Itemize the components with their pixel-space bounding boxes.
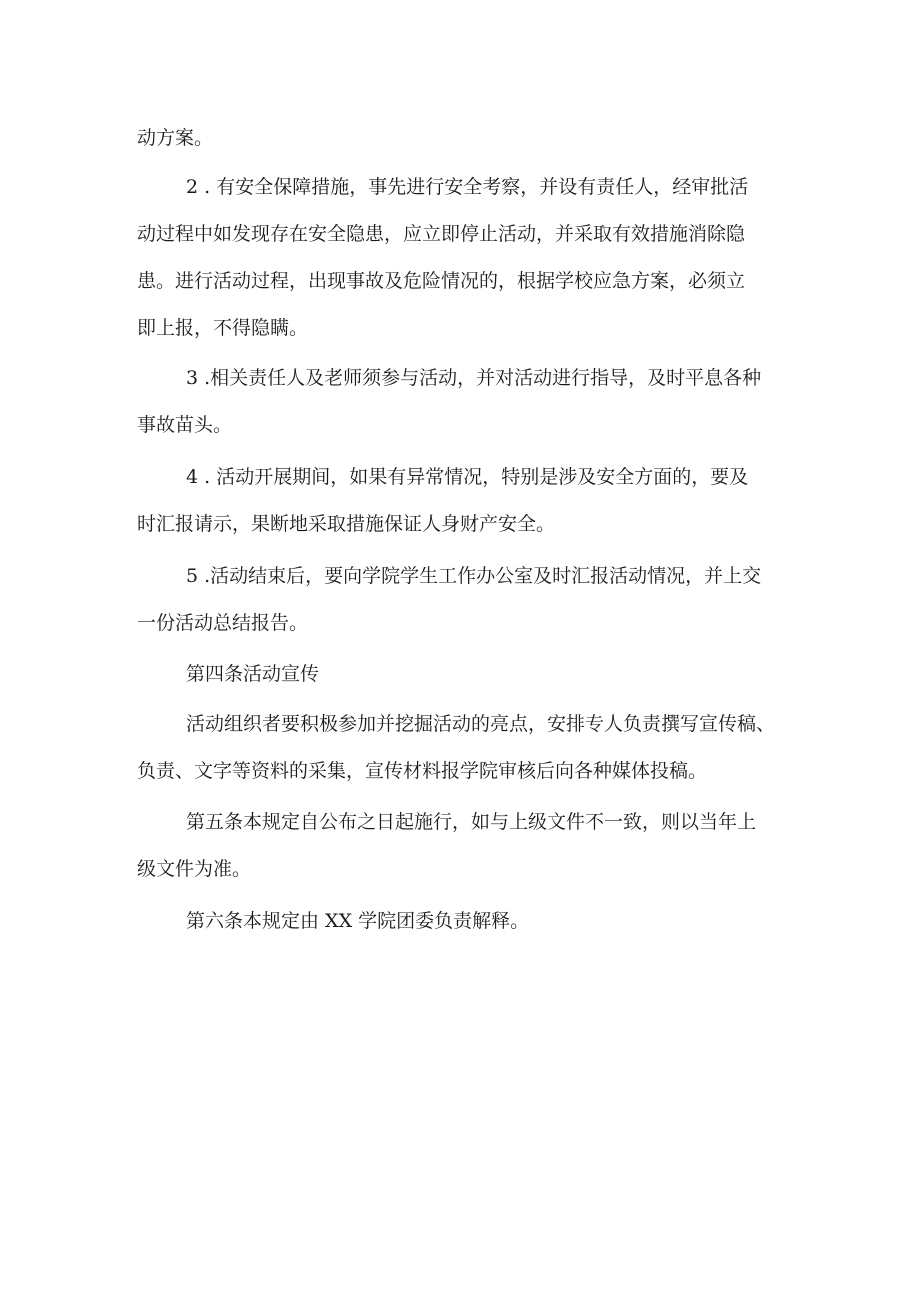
paragraph-article-5 xyxy=(137,799,756,893)
paragraph-article-6 xyxy=(137,898,529,945)
text-line: 3 .相关责任人及老师须参与活动，并对活动进行指导，及时平息各种 xyxy=(186,367,762,389)
text-line: 4 . 活动开展期间，如果有异常情况，特别是涉及安全方面的，要及 xyxy=(186,466,749,488)
text-line: 第五条本规定自公布之日起施行，如与上级文件不一致，则以当年上 xyxy=(186,811,757,833)
text-line: 一份活动总结报告。 xyxy=(137,612,309,634)
paragraph-item-5 xyxy=(137,553,761,647)
text-line: 2 . 有安全保障措施，事先进行安全考察，并设有责任人，经审批活 xyxy=(186,176,749,198)
paragraph-item-2 xyxy=(137,164,748,352)
text-line: 即上报，不得隐瞒。 xyxy=(137,317,309,339)
text-line: 活动组织者要积极参加并挖掘活动的亮点，安排专人负责撰写宣传稿、 xyxy=(186,713,776,735)
section-heading-article-4 xyxy=(137,651,319,698)
text-line: 动方案。 xyxy=(137,127,214,149)
text-line: 事故苗头。 xyxy=(137,414,233,436)
text-line: 5 .活动结束后，要向学院学生工作办公室及时汇报活动情况，并上交 xyxy=(186,565,762,587)
paragraph-publicity xyxy=(137,701,775,795)
text-line: 负责、文字等资料的采集，宣传材料报学院审核后向各种媒体投稿。 xyxy=(137,760,708,782)
text-line: 级文件为准。 xyxy=(137,858,252,880)
text-line: 患。进行活动过程，出现事故及危险情况的，根据学校应急方案，必须立 xyxy=(137,270,746,292)
text-line: 时汇报请示，果断地采取措施保证人身财产安全。 xyxy=(137,513,556,535)
paragraph-item-4 xyxy=(137,454,748,548)
text-line: 第六条本规定由 XX 学院团委负责解释。 xyxy=(186,910,530,932)
text-line: 动过程中如发现存在安全隐患，应立即停止活动，并采取有效措施消除隐 xyxy=(137,223,746,245)
paragraph-item-3 xyxy=(137,355,761,449)
paragraph-activity-plan-end xyxy=(137,115,213,162)
text-line: 第四条活动宣传 xyxy=(186,663,320,685)
